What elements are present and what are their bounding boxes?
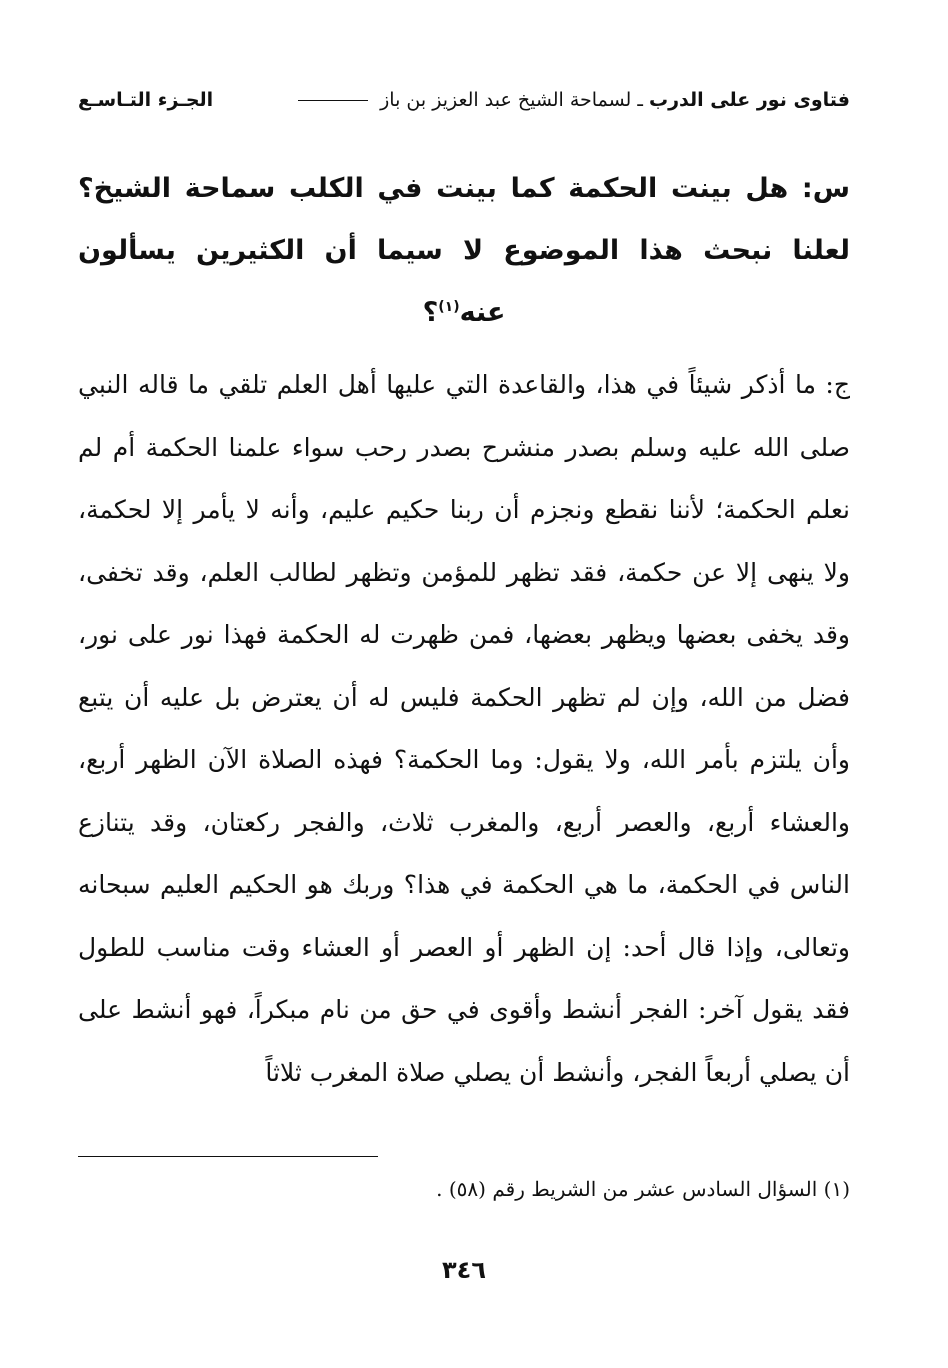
running-header <box>78 86 850 114</box>
question-paragraph <box>78 158 850 344</box>
book-title: فتاوى نور على الدرب <box>649 89 850 111</box>
answer-paragraph: ج: ما أذكر شيئاً في هذا، والقاعدة التي عليها أهل العلم تلقي ما قاله النبي صلى الله عليه وسلم بصدر منشرح بصدر رحب سواء علمنا الحكمة أم لم نعلم الحكمة؛ لأننا نقطع ونجزم أن ربنا حكيم عليم، وأنه لا يأمر إلا لحكمة، ولا ينهى إلا عن حكمة، فقد تظهر للمؤمن وتظهر لطالب العلم، وقد تخفى، وقد يخفى بعضها ويظهر بعضها، فمن ظهرت له الحكمة فهذا نور على نور، فضل من الله، وإن لم تظهر الحكمة فليس له أن يعترض بل عليه أن يتبع وأن يلتزم بأمر الله، ولا يقول: وما الحكمة؟ فهذه الصلاة الآن الظهر أربع، والعشاء أربع، والعصر أربع، والمغرب ثلاث، والفجر ركعتان، وقد يتنازع الناس في الحكمة، ما هي الحكمة في هذا؟ وربك هو الحكيم العليم سبحانه وتعالى، وإذا قال أحد: إن الظهر أو العصر أو العشاء وقت مناسب للطول فقد يقول آخر: الفجر أنشط وأقوى في حق من نام مبكراً، فهو أنشط على أن يصلي أربعاً الفجر، وأنشط أن يصلي صلاة المغرب ثلاثاً <box>78 370 850 1087</box>
footnote-separator <box>78 1156 378 1157</box>
author-name: لسماحة الشيخ عبد العزيز بن باز <box>380 89 632 111</box>
header-book-info <box>292 86 850 114</box>
volume-label: الجـزء التـاسـع <box>78 89 214 111</box>
page-number: ٣٤٦ <box>442 1256 486 1284</box>
header-rule <box>298 100 368 101</box>
footnote: (١) السؤال السادس عشر من الشريط رقم (٥٨) . <box>436 1177 850 1201</box>
question-text: س: هل بينت الحكمة كما بينت في الكلب سماحة الشيخ؟ لعلنا نبحث هذا الموضوع لا سيما أن الكثيرين يسألون عنه <box>78 173 850 328</box>
book-page <box>78 86 850 1284</box>
header-dash: ـ <box>637 89 643 111</box>
question-mark: ؟ <box>422 297 439 328</box>
footnote-reference: (١) <box>438 299 460 315</box>
